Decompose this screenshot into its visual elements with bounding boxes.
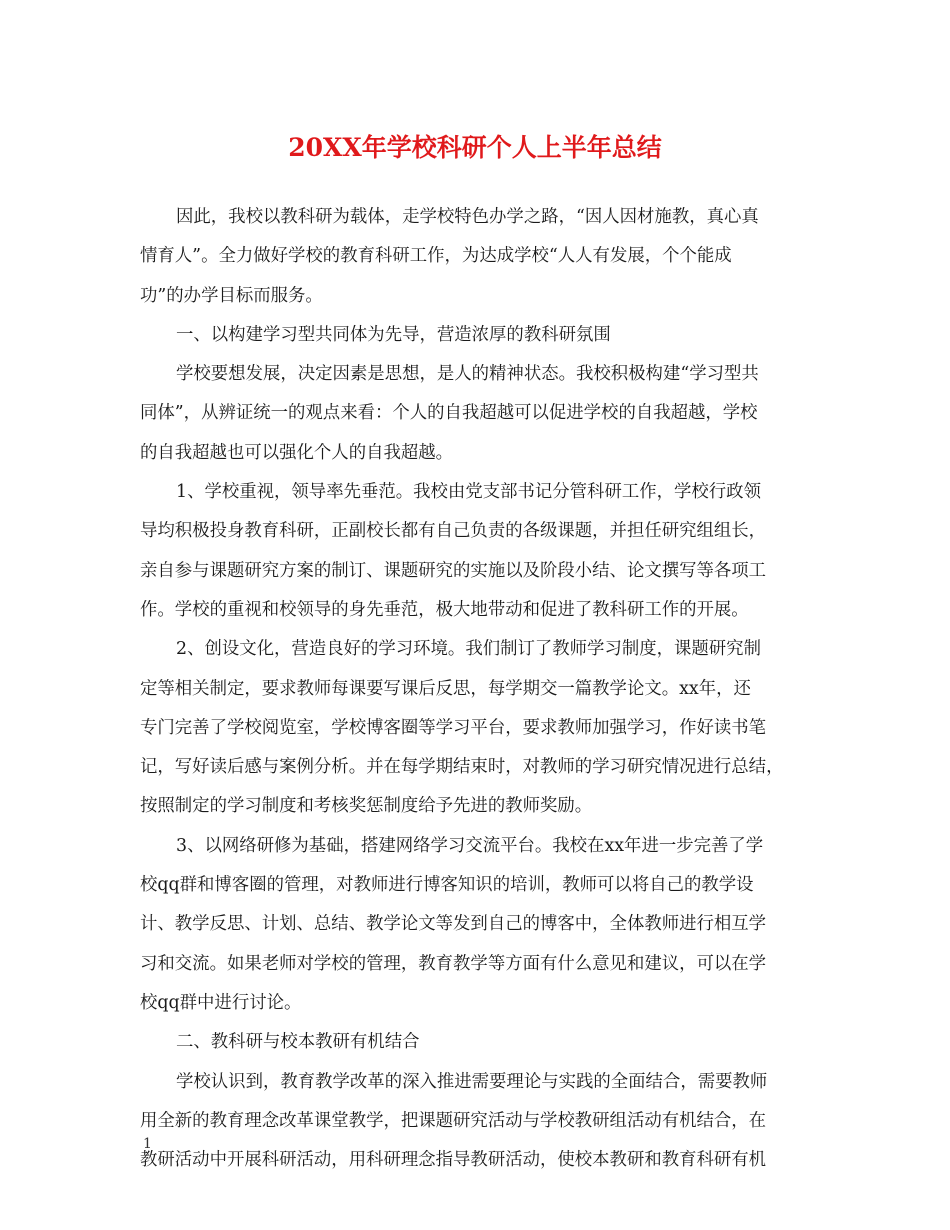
body-line: 功”的办学目标而服务。 xyxy=(140,285,323,306)
body-line: 记，写好读后感与案例分析。并在每学期结束时，对教师的学习研究情况进行总结， xyxy=(140,757,784,778)
body-line: 按照制定的学习制度和考核奖惩制度给予先进的教师奖励。 xyxy=(140,796,593,817)
document-body xyxy=(140,198,812,1180)
document-title: 20XX年学校科研个人上半年总结 xyxy=(288,133,662,162)
body-line: 定等相关制定，要求教师每课要写课后反思，每学期交一篇教学论文。xx年，还 xyxy=(140,678,751,699)
body-line: 校qq群中进行讨论。 xyxy=(140,992,302,1013)
body-line: 计、教学反思、计划、总结、教学论文等发到自己的博客中，全体教师进行相互学 xyxy=(140,914,767,935)
body-line: 校qq群和博客圈的管理，对教师进行博客知识的培训，教师可以将自己的教学设 xyxy=(140,875,754,896)
body-line: 2、创设文化，营造良好的学习环境。我们制订了教师学习制度，课题研究制 xyxy=(176,639,761,660)
body-line: 习和交流。如果老师对学校的管理，教育教学等方面有什么意见和建议，可以在学 xyxy=(140,953,767,974)
body-line: 用全新的教育理念改革课堂教学，把课题研究活动与学校教研组活动有机结合，在 xyxy=(140,1110,767,1131)
body-line: 学校要想发展，决定因素是思想，是人的精神状态。我校积极构建“学习型共 xyxy=(176,364,759,385)
body-line: 教研活动中开展科研活动，用科研理念指导教研活动，使校本教研和教育科研有机 xyxy=(140,1150,767,1171)
body-line: 导均积极投身教育科研，正副校长都有自己负责的各级课题，并担任研究组组长， xyxy=(140,521,767,542)
section-heading: 一、以构建学习型共同体为先导，营造浓厚的教科研氛围 xyxy=(176,324,611,345)
body-line: 3、以网络研修为基础，搭建网络学习交流平台。我校在xx年进一步完善了学 xyxy=(176,835,764,856)
body-line: 学校认识到，教育教学改革的深入推进需要理论与实践的全面结合，需要教师 xyxy=(176,1071,768,1092)
page-number: 1 xyxy=(143,1136,152,1152)
body-line: 同体”，从辨证统一的观点来看：个人的自我超越可以促进学校的自我超越，学校 xyxy=(140,403,758,424)
body-line: 作。学校的重视和校领导的身先垂范，极大地带动和促进了教科研工作的开展。 xyxy=(140,599,749,620)
body-line: 1、学校重视，领导率先垂范。我校由党支部书记分管科研工作，学校行政领 xyxy=(176,482,761,503)
body-line: 情育人”。全力做好学校的教育科研工作，为达成学校“人人有发展，个个能成 xyxy=(140,246,732,267)
body-line: 因此，我校以教科研为载体，走学校特色办学之路，“因人因材施教，真心真 xyxy=(176,207,759,227)
section-heading: 二、教科研与校本教研有机结合 xyxy=(176,1032,420,1053)
body-line: 专门完善了学校阅览室，学校博客圈等学习平台，要求教师加强学习，作好读书笔 xyxy=(140,717,767,738)
body-line: 的自我超越也可以强化个人的自我超越。 xyxy=(140,442,454,463)
body-line: 亲自参与课题研究方案的制订、课题研究的实施以及阶段小结、论文撰写等各项工 xyxy=(140,560,767,581)
